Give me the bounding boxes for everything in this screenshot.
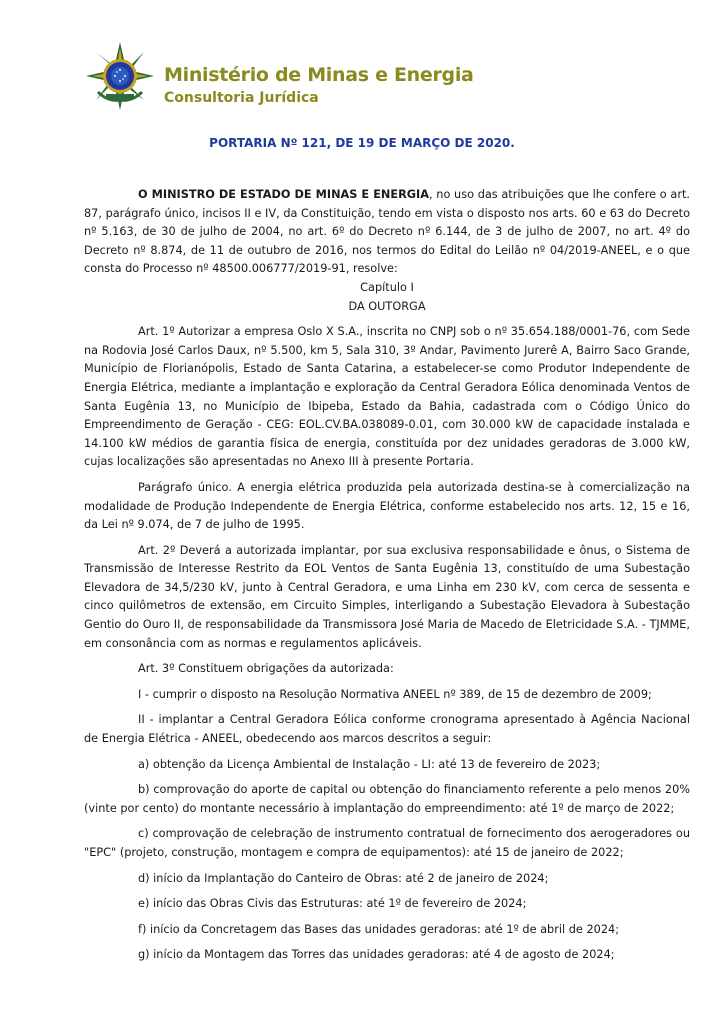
article-3: Art. 3º Constituem obrigações da autorizada:: [138, 662, 394, 676]
letterhead: [84, 40, 644, 120]
article-1-sole-paragraph: Parágrafo único. A energia elétrica produzida pela autorizada destina-se à comercialização na modalidade de Produção Independente de Energia Elétrica, conforme estabelecido nos arts. 12, 15 e 16, da Lei nº 9.074, de 7 de julho de 1995.: [84, 480, 690, 532]
document-body: [84, 186, 690, 965]
milestone-f: f) início da Concretagem das Bases das unidades geradoras: até 1º de abril de 2024;: [138, 922, 620, 936]
article-2: Art. 2º Deverá a autorizada implantar, por sua exclusiva responsabilidade e ônus, o Sistema de Transmissão de Interesse Restrito da EOL Ventos de Santa Eugênia 13, constituído de uma Subestação Elevadora de 34,5/230 kV, junto à Central Geradora, e uma Linha em 230 kV, com cerca de sessenta e cinco quilômetros de extensão, em Circuito Simples, interligando a Subestação Elevadora à Subestação Gentio do Ouro II, de responsabilidade da Transmissora José Maria de Macedo de Eletricidade S.A. - TJMME, em consonância com as normas e regulamentos aplicáveis.: [84, 543, 690, 650]
milestone-c: c) comprovação de celebração de instrumento contratual de fornecimento dos aerogeradores ou "EPC" (projeto, construção, montagem e compra de equipamentos): até 15 de janeiro de 2022;: [84, 827, 690, 859]
preamble-text: , no uso das atribuições que lhe confere o art. 87, parágrafo único, incisos II e IV, da Constituição, tendo em vista o disposto nos arts. 60 e 63 do Decreto nº 5.163, de 30 de julho de 2004, no art. 6º do Decreto nº 6.144, de 3 de julho de 2007, no art. 4º do Decreto nº 8.874, de 11 de outubro de 2016, nos termos do Edital do Leilão nº 04/2019-ANEEL, e o que consta do Processo nº 48500.006777/2019-91, resolve:: [84, 188, 690, 276]
milestone-d: d) início da Implantação do Canteiro de Obras: até 2 de janeiro de 2024;: [138, 871, 549, 885]
milestone-b: b) comprovação do aporte de capital ou obtenção do financiamento referente a pelo menos 20% (vinte por cento) do montante necessário à implantação do empreendimento: até 1º de março de 2022;: [84, 783, 690, 815]
brazil-coat-of-arms-icon: [84, 40, 156, 112]
chapter-number: Capítulo I: [360, 280, 414, 294]
chapter-title: DA OUTORGA: [348, 299, 426, 313]
preamble: [84, 186, 690, 279]
organization-name: Ministério de Minas e Energia: [164, 64, 474, 86]
milestone-g: g) início da Montagem das Torres das unidades geradoras: até 4 de agosto de 2024;: [138, 948, 615, 962]
department-name: Consultoria Jurídica: [164, 90, 319, 106]
article-1: Art. 1º Autorizar a empresa Oslo X S.A., inscrita no CNPJ sob o nº 35.654.188/0001-76, com Sede na Rodovia José Carlos Daux, nº 5.500, km 5, Sala 310, 3º Andar, Pavimento Jurerê A, Bairro Saco Grande, Município de Florianópolis, Estado de Santa Catarina, a estabelecer-se como Produtor Independente de Energia Elétrica, mediante a implantação e exploração da Central Geradora Eólica denominada Ventos de Santa Eugênia 13, no Município de Ibipeba, Estado da Bahia, cadastrada com o Código Único do Empreendimento de Geração - CEG: EOL.CV.BA.038089-0.01, com 30.000 kW de capacidade instalada e 14.100 kW médios de garantia física de energia, constituída por dez unidades geradoras de 3.000 kW, cujas localizações são apresentadas no Anexo III à presente Portaria.: [84, 325, 690, 469]
ordinance-title: PORTARIA Nº 121, DE 19 DE MARÇO DE 2020.: [209, 136, 515, 150]
milestone-a: a) obtenção da Licença Ambiental de Instalação - LI: até 13 de fevereiro de 2023;: [138, 757, 601, 771]
article-3-item-ii: II - implantar a Central Geradora Eólica conforme cronograma apresentado à Agência Nacional de Energia Elétrica - ANEEL, obedecendo aos marcos descritos a seguir:: [84, 713, 690, 746]
preamble-subject: O MINISTRO DE ESTADO DE MINAS E ENERGIA: [138, 188, 429, 201]
milestone-e: e) início das Obras Civis das Estruturas: até 1º de fevereiro de 2024;: [138, 897, 527, 911]
article-3-item-i: I - cumprir o disposto na Resolução Normativa ANEEL nº 389, de 15 de dezembro de 2009;: [138, 687, 652, 701]
